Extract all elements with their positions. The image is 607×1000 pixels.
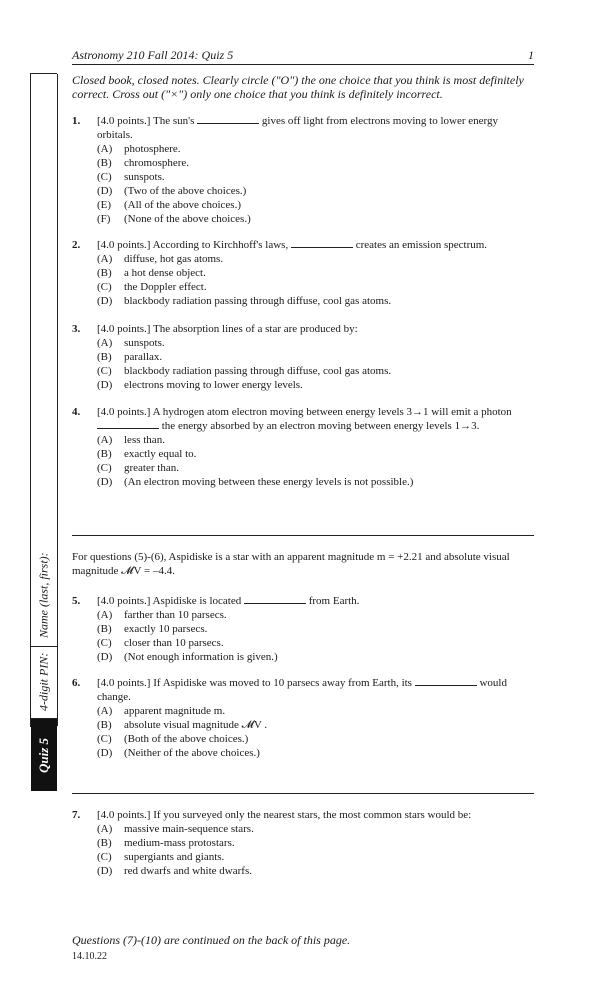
option-letter: (A): [97, 337, 113, 349]
option-letter: (F): [97, 213, 111, 225]
question-number: 4.: [72, 406, 81, 418]
option-letter: (B): [97, 157, 112, 169]
option-letter: (D): [97, 865, 113, 877]
answer-option[interactable]: [97, 461, 534, 475]
answer-options: [97, 336, 534, 392]
group-note-text: For questions (5)-(6), Aspidiske is a star with an apparent magnitude m = +2.21 and absolute visual magnitude 𝓜V = –4.4.: [72, 551, 510, 577]
question-text: [4.0 points.] If you surveyed only the nearest stars, the most common stars would be:: [97, 809, 472, 821]
option-text: apparent magnitude m.: [124, 705, 226, 717]
question-7: [72, 808, 534, 878]
answer-option[interactable]: [97, 170, 534, 184]
instructions: Closed book, closed notes. Clearly circle ("O") the one choice that you think is most definitely correct. Cross out ("×") only one choice that you think is definitely incorrect.: [72, 73, 524, 101]
option-text: (None of the above choices.): [124, 213, 251, 225]
option-letter: (A): [97, 253, 113, 265]
question-text: [4.0 points.] The absorption lines of a star are produced by:: [97, 323, 358, 335]
answer-option[interactable]: [97, 636, 534, 650]
option-letter: (D): [97, 295, 113, 307]
question-number: 1.: [72, 115, 81, 127]
question-3: [72, 322, 534, 392]
quiz-title: Astronomy 210 Fall 2014: Quiz 5: [72, 48, 234, 62]
student-info-sidebar: [30, 73, 57, 773]
answer-option[interactable]: [97, 142, 534, 156]
continued-note: Questions (7)-(10) are continued on the back of this page.: [72, 933, 351, 947]
option-letter: (A): [97, 434, 113, 446]
option-text: electrons moving to lower energy levels.: [124, 379, 303, 391]
question-6: [72, 676, 534, 760]
option-text: the Doppler effect.: [124, 281, 207, 293]
answer-option[interactable]: [97, 184, 534, 198]
option-text: exactly equal to.: [124, 448, 197, 460]
answer-option[interactable]: [97, 364, 534, 378]
option-letter: (D): [97, 379, 113, 391]
option-text: (Neither of the above choices.): [124, 747, 260, 759]
question-number: 7.: [72, 809, 81, 821]
answer-blank[interactable]: [197, 114, 259, 124]
option-text: diffuse, hot gas atoms.: [124, 253, 224, 265]
question-text-continued: the energy absorbed by an electron moving between energy levels 1→3.: [159, 420, 480, 432]
answer-option[interactable]: [97, 608, 534, 622]
answer-option[interactable]: [97, 850, 534, 864]
answer-option[interactable]: [97, 718, 534, 732]
answer-options: [97, 608, 534, 664]
option-letter: (B): [97, 448, 112, 460]
answer-option[interactable]: [97, 198, 534, 212]
option-letter: (C): [97, 637, 112, 649]
option-text: absolute visual magnitude 𝓜V .: [124, 719, 268, 731]
question-number: 2.: [72, 239, 81, 251]
question-text-continued: would change.: [97, 677, 507, 703]
name-field-label[interactable]: Name (last, first):: [36, 552, 51, 638]
question-text-continued: creates an emission spectrum.: [352, 239, 488, 251]
answer-option[interactable]: [97, 378, 534, 392]
answer-options: [97, 252, 534, 308]
option-text: supergiants and giants.: [124, 851, 225, 863]
answer-option[interactable]: [97, 704, 534, 718]
option-text: (An electron moving between these energy levels is not possible.): [124, 476, 414, 488]
answer-options: [97, 822, 534, 878]
option-letter: (D): [97, 651, 113, 663]
option-text: red dwarfs and white dwarfs.: [124, 865, 252, 877]
answer-option[interactable]: [97, 280, 534, 294]
question-text-continued: gives off light from electrons moving to lower energy orbitals.: [97, 115, 498, 141]
questions-5-6-note: [72, 550, 534, 578]
option-text: massive main-sequence stars.: [124, 823, 254, 835]
section-divider: [72, 793, 534, 794]
question-text-continued: from Earth.: [305, 595, 360, 607]
option-letter: (C): [97, 171, 112, 183]
answer-option[interactable]: [97, 822, 534, 836]
answer-blank[interactable]: [244, 594, 306, 604]
option-letter: (C): [97, 365, 112, 377]
option-letter: (B): [97, 351, 112, 363]
answer-option[interactable]: [97, 266, 534, 280]
option-text: chromosphere.: [124, 157, 190, 169]
option-letter: (B): [97, 623, 112, 635]
question-text: [4.0 points.] The sun's: [97, 115, 198, 127]
option-text: (Both of the above choices.): [124, 733, 249, 745]
answer-option[interactable]: [97, 447, 534, 461]
option-text: greater than.: [124, 462, 179, 474]
option-text: closer than 10 parsecs.: [124, 637, 224, 649]
option-text: blackbody radiation passing through diffuse, cool gas atoms.: [124, 365, 392, 377]
option-letter: (C): [97, 851, 112, 863]
question-text: [4.0 points.] A hydrogen atom electron moving between energy levels 3→1 will emit a photon: [97, 406, 512, 418]
question-text: [4.0 points.] If Aspidiske was moved to 10 parsecs away from Earth, its: [97, 677, 415, 689]
answer-option[interactable]: [97, 864, 534, 878]
answer-blank[interactable]: [97, 419, 159, 429]
option-letter: (A): [97, 609, 113, 621]
option-letter: (D): [97, 747, 113, 759]
answer-options: [97, 433, 534, 489]
question-stem: [97, 322, 534, 336]
answer-option[interactable]: [97, 294, 534, 308]
question-4: [72, 405, 534, 489]
answer-option[interactable]: [97, 350, 534, 364]
option-letter: (D): [97, 185, 113, 197]
option-text: (Two of the above choices.): [124, 185, 247, 197]
question-stem: [97, 114, 534, 142]
option-letter: (E): [97, 199, 112, 211]
page-number: 1: [528, 48, 534, 62]
answer-option[interactable]: [97, 836, 534, 850]
option-text: farther than 10 parsecs.: [124, 609, 227, 621]
option-text: photosphere.: [124, 143, 181, 155]
question-5: [72, 594, 534, 664]
option-letter: (B): [97, 837, 112, 849]
answer-option[interactable]: [97, 650, 534, 664]
answer-blank[interactable]: [291, 238, 353, 248]
option-letter: (A): [97, 705, 113, 717]
answer-option[interactable]: [97, 433, 534, 447]
question-number: 5.: [72, 595, 81, 607]
question-text: [4.0 points.] Aspidiske is located: [97, 595, 244, 607]
question-number: 6.: [72, 677, 81, 689]
sidebar-rule: [57, 74, 58, 726]
answer-option[interactable]: [97, 252, 534, 266]
question-stem: [97, 594, 534, 608]
question-text: [4.0 points.] According to Kirchhoff's laws,: [97, 239, 291, 251]
option-text: sunspots.: [124, 171, 165, 183]
answer-option[interactable]: [97, 336, 534, 350]
option-letter: (B): [97, 719, 112, 731]
question-1: [72, 114, 534, 226]
answer-option[interactable]: [97, 746, 534, 760]
question-stem: [97, 676, 534, 704]
option-text: sunspots.: [124, 337, 165, 349]
option-letter: (A): [97, 823, 113, 835]
option-text: less than.: [124, 434, 165, 446]
option-letter: (C): [97, 733, 112, 745]
answer-option[interactable]: [97, 622, 534, 636]
question-2: [72, 238, 534, 308]
option-letter: (C): [97, 281, 112, 293]
answer-option[interactable]: [97, 156, 534, 170]
header-rule: [72, 64, 534, 65]
question-stem: [97, 238, 534, 252]
quiz-badge: Quiz 5: [31, 719, 57, 791]
answer-options: [97, 704, 534, 760]
pin-field-label[interactable]: 4-digit PIN:: [36, 652, 51, 712]
option-text: medium-mass protostars.: [124, 837, 235, 849]
answer-blank[interactable]: [415, 676, 477, 686]
version-date: 14.10.22: [72, 951, 107, 962]
answer-option[interactable]: [97, 212, 534, 226]
option-text: (All of the above choices.): [124, 199, 241, 211]
option-letter: (A): [97, 143, 113, 155]
option-letter: (D): [97, 476, 113, 488]
option-text: (Not enough information is given.): [124, 651, 278, 663]
question-stem: [97, 808, 534, 822]
answer-option[interactable]: [97, 732, 534, 746]
section-divider: [72, 535, 534, 536]
question-stem: [97, 405, 534, 433]
option-text: a hot dense object.: [124, 267, 206, 279]
question-number: 3.: [72, 323, 81, 335]
answer-option[interactable]: [97, 475, 534, 489]
option-text: parallax.: [124, 351, 163, 363]
option-letter: (B): [97, 267, 112, 279]
option-text: exactly 10 parsecs.: [124, 623, 208, 635]
option-text: blackbody radiation passing through diffuse, cool gas atoms.: [124, 295, 392, 307]
answer-options: [97, 142, 534, 226]
option-letter: (C): [97, 462, 112, 474]
